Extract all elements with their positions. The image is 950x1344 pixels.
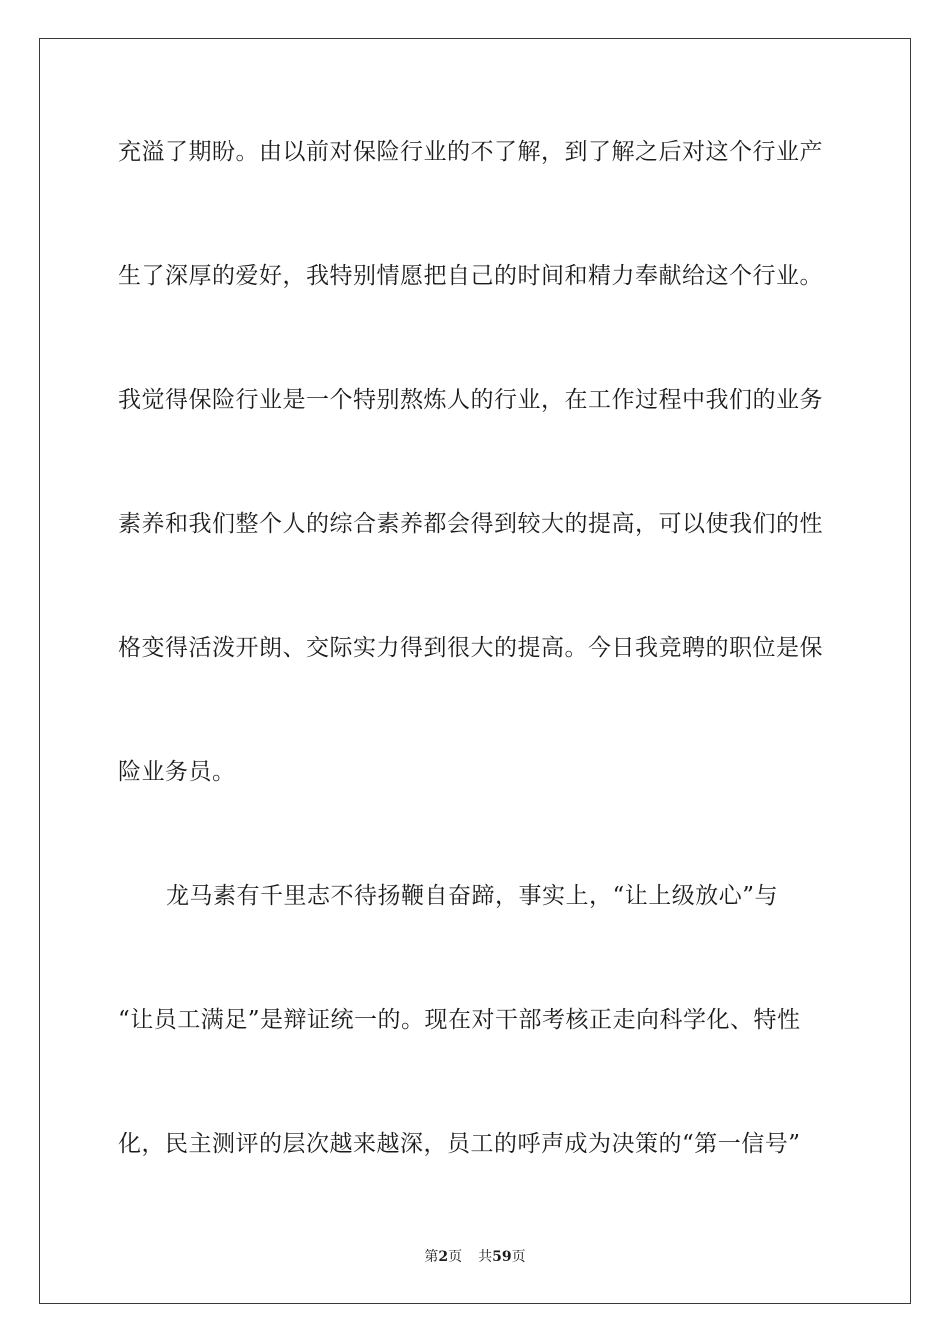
text-line-5: 格变得活泼开朗、交际实力得到很大的提高。今日我竞聘的职位是保 <box>118 635 823 661</box>
page-suffix: 页 <box>448 1249 463 1265</box>
text-line-7-paragraph-start: 龙马素有千里志不待扬鞭自奋蹄，事实上，“让上级放心”与 <box>166 883 779 909</box>
total-suffix: 页 <box>511 1249 526 1265</box>
total-prefix: 共 <box>478 1249 493 1265</box>
page-border <box>39 38 911 1304</box>
text-line-3: 我觉得保险行业是一个特别熬炼人的行业，在工作过程中我们的业务 <box>118 387 823 413</box>
text-line-8: “让员工满足”是辩证统一的。现在对干部考核正走向科学化、特性 <box>118 1007 801 1033</box>
page-prefix: 第 <box>424 1249 439 1265</box>
page-footer <box>0 1246 950 1266</box>
page-number: 2 <box>438 1249 449 1265</box>
total-pages: 59 <box>492 1249 512 1265</box>
text-line-2: 生了深厚的爱好，我特别情愿把自己的时间和精力奉献给这个行业。 <box>118 263 823 289</box>
text-line-9: 化，民主测评的层次越来越深，员工的呼声成为决策的“第一信号” <box>118 1131 801 1157</box>
text-line-1: 充溢了期盼。由以前对保险行业的不了解，到了解之后对这个行业产 <box>118 139 823 165</box>
text-line-6: 险业务员。 <box>118 759 236 785</box>
text-line-4: 素养和我们整个人的综合素养都会得到较大的提高，可以使我们的性 <box>118 511 823 537</box>
